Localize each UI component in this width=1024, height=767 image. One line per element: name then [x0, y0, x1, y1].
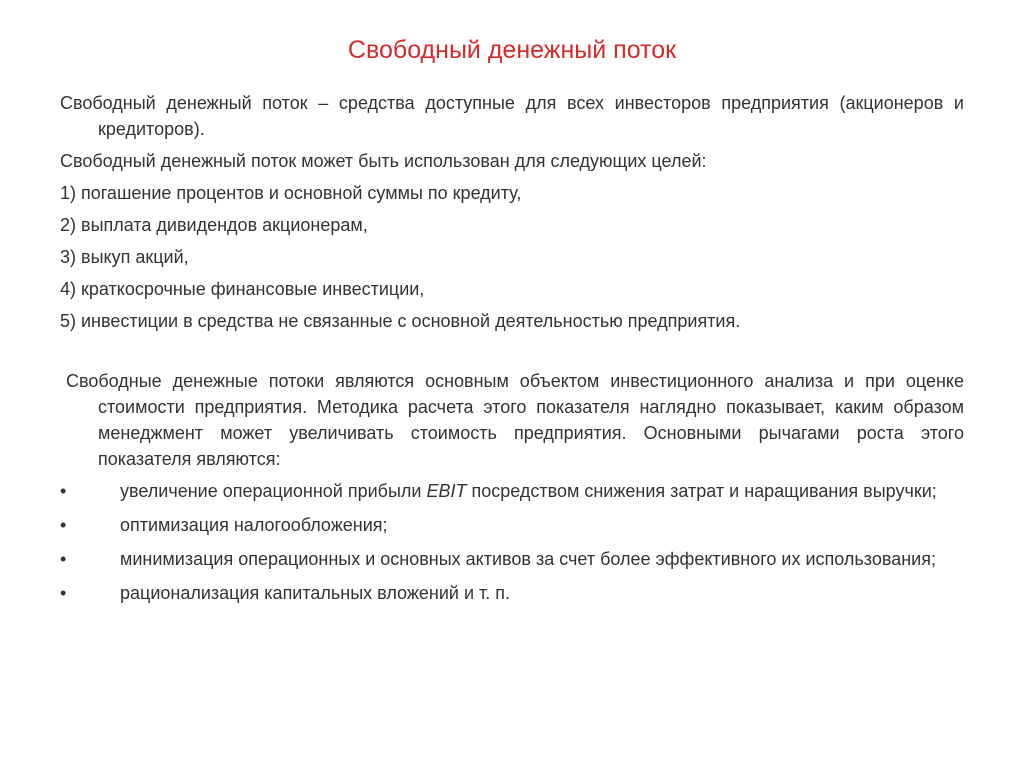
spacer [60, 340, 964, 368]
use-item-5: 5) инвестиции в средства не связанные с основной деятельностью предприятия. [60, 311, 741, 331]
bullet-icon: • [60, 549, 67, 569]
slide-body [60, 90, 964, 614]
bullet-icon: • [60, 515, 67, 535]
lever-item-3 [60, 546, 964, 572]
lever-text [98, 478, 964, 504]
lever-item-2 [60, 512, 964, 538]
definition-paragraph: Свободный денежный поток – средства доступные для всех инвесторов предприятия (акционеров и кредиторов). [60, 93, 964, 139]
lever-text-before: увеличение операционной прибыли [120, 481, 427, 501]
slide-title: Свободный денежный поток [347, 36, 677, 64]
lever-text: рационализация капитальных вложений и т. п. [120, 583, 510, 603]
lever-item-1 [60, 478, 964, 504]
lever-text: минимизация операционных и основных активов за счет более эффективного их использования; [120, 549, 936, 569]
uses-intro: Свободный денежный поток может быть использован для следующих целей: [60, 151, 707, 171]
use-item-4: 4) краткосрочные финансовые инвестиции, [60, 279, 425, 299]
bullet-icon: • [60, 481, 67, 501]
lever-text: оптимизация налогообложения; [120, 515, 388, 535]
lever-item-4 [60, 580, 964, 606]
use-item-3: 3) выкуп акций, [60, 247, 189, 267]
analysis-paragraph: Свободные денежные потоки являются основным объектом инвестиционного анализа и при оценке стоимости предприятия. Методика расчета этого показателя наглядно показывает, каким образом менеджмент может увеличивать стоимость предприятия. Основными рычагами роста этого показателя являются: [66, 371, 964, 469]
use-item-2: 2) выплата дивидендов акционерам, [60, 215, 368, 235]
bullet-icon: • [60, 583, 67, 603]
lever-text-emphasis: EBIT [426, 481, 467, 501]
use-item-1: 1) погашение процентов и основной суммы по кредиту, [60, 183, 522, 203]
lever-text-after: посредством снижения затрат и наращивания выручки; [466, 481, 937, 501]
